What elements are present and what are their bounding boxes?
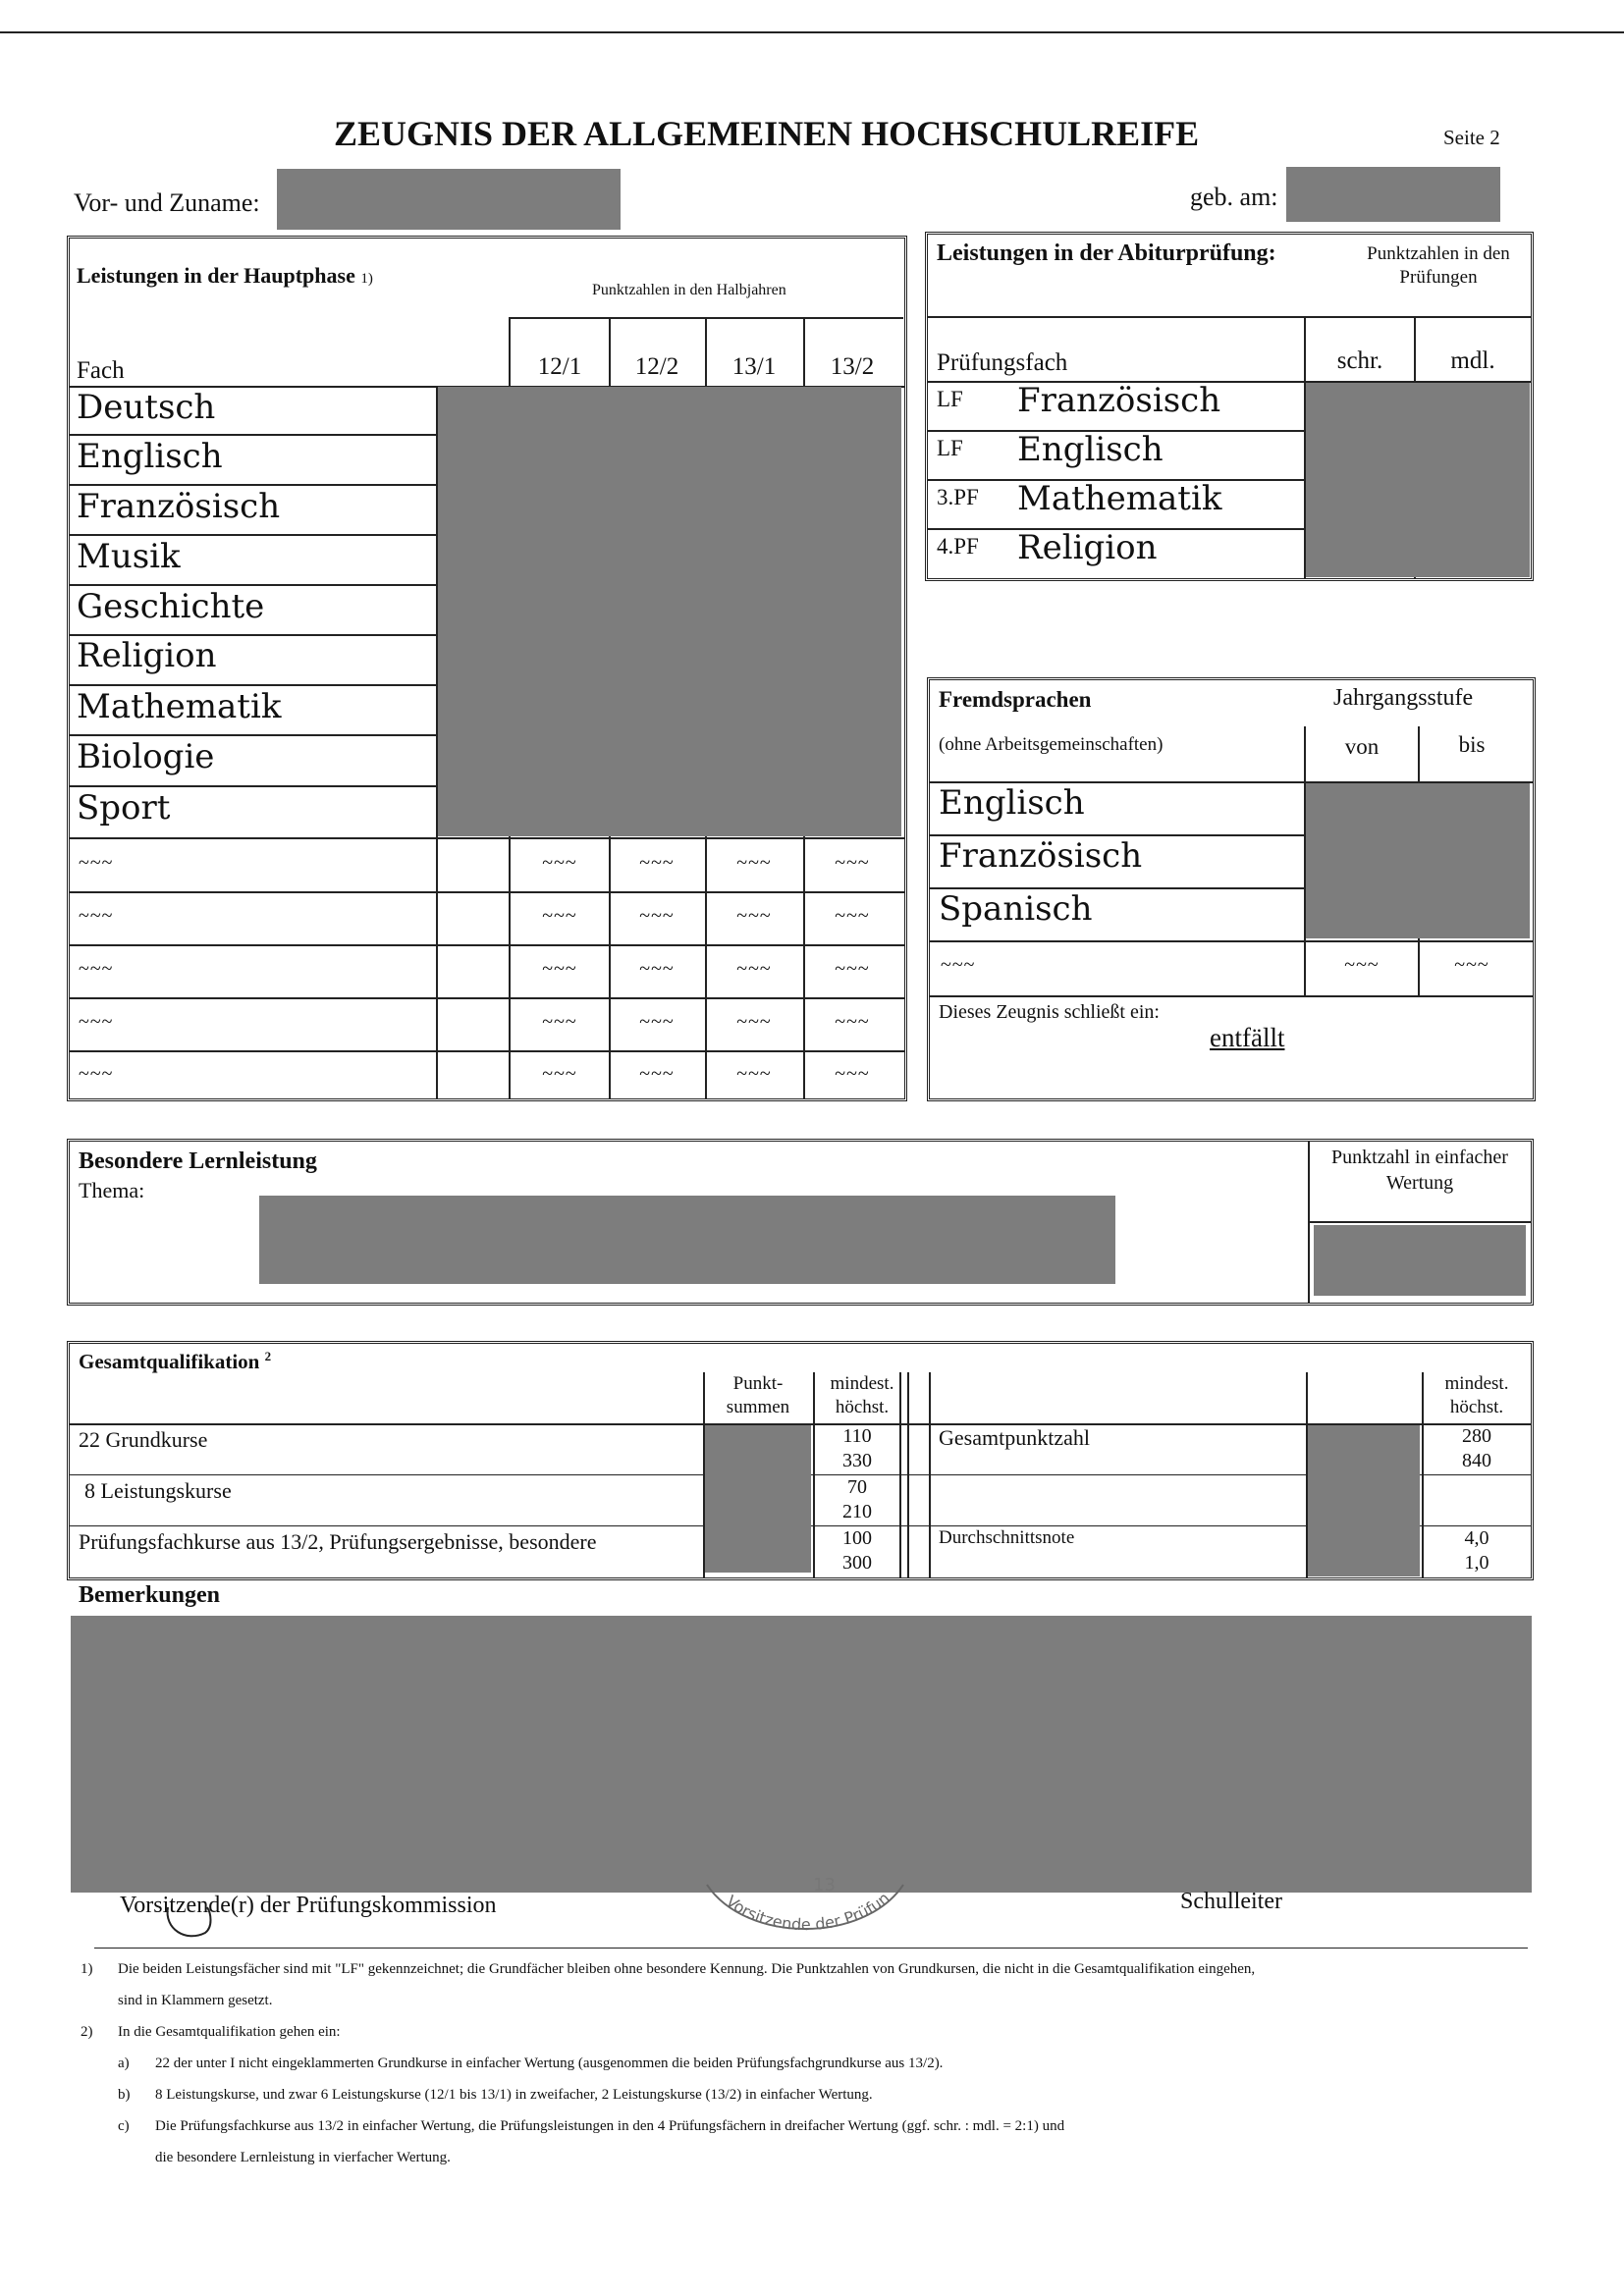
abitur-subject: Religion <box>1017 528 1158 567</box>
zeugnis-note-label: Dieses Zeugnis schließt ein: <box>939 1001 1160 1023</box>
hauptphase-points-caption: Punktzahlen in den Halbjahren <box>592 282 786 298</box>
fremdsprachen-bis: bis <box>1458 732 1486 757</box>
placeholder: ~~~ <box>79 905 114 927</box>
row-line <box>69 534 442 536</box>
lernleistung-divider-h <box>1308 1221 1532 1223</box>
abitur-title: Leistungen in der Abiturprüfung: <box>937 240 1276 266</box>
placeholder: ~~~ <box>542 1063 577 1085</box>
gesamt-min: 110 <box>842 1425 872 1447</box>
footnote-text: 22 der unter I nicht eingeklammerten Grundkurse in einfacher Wertung (ausgenommen die beiden Prüfungsfachgrundkurse aus 13/2). <box>155 2056 944 2071</box>
row-line <box>69 944 905 946</box>
semester-head: 12/2 <box>634 353 679 380</box>
birth-redacted <box>1286 167 1500 222</box>
lernleistung-points-redacted <box>1314 1225 1526 1296</box>
abitur-mdl-label: mdl. <box>1450 347 1495 374</box>
gesamt-title-text: Gesamtqualifikation <box>79 1350 260 1373</box>
abitur-points-redacted <box>1306 383 1530 577</box>
fremdsprachen-jahrgang: Jahrgangsstufe <box>1333 685 1474 711</box>
placeholder: ~~~ <box>736 1063 772 1085</box>
abitur-header-line <box>927 316 1532 318</box>
footnote-text: 8 Leistungskurse, und zwar 6 Leistungskurse (12/1 bis 13/1) in zweifacher, 2 Leistungskurse (13/2) in einfacher Wertung. <box>155 2087 873 2103</box>
zeugnis-note-value: entfällt <box>1210 1023 1285 1052</box>
placeholder: ~~~ <box>542 852 577 874</box>
placeholder: ~~~ <box>639 958 675 980</box>
abitur-points-caption: Punktzahlen in den Prüfungen <box>1367 243 1510 288</box>
footnote-text: sind in Klammern gesetzt. <box>118 1993 273 2008</box>
subject-name: Geschichte <box>77 587 265 626</box>
placeholder: ~~~ <box>639 852 675 874</box>
fremdsprachen-von: von <box>1344 734 1380 759</box>
name-label: Vor- und Zuname: <box>74 188 260 217</box>
gesamtpunktzahl-redacted <box>1308 1425 1420 1576</box>
row-line <box>69 785 442 787</box>
hauptphase-title-note: 1) <box>360 271 373 287</box>
gesamt-title <box>79 1349 271 1374</box>
row-line <box>69 484 442 486</box>
gesamt-right-min: 280 <box>1462 1425 1491 1447</box>
placeholder: ~~~ <box>835 905 870 927</box>
row-line <box>69 997 905 999</box>
row-line <box>69 734 442 736</box>
footnote-sublabel: c) <box>118 2118 130 2134</box>
gesamt-right-min: 4,0 <box>1464 1527 1489 1549</box>
abitur-kind: LF <box>937 436 963 460</box>
abitur-fach-label: Prüfungsfach <box>937 349 1068 376</box>
subject-name: Deutsch <box>77 388 216 427</box>
row-line <box>69 434 442 436</box>
placeholder: ~~~ <box>79 852 114 874</box>
gesamt-right-max: 1,0 <box>1464 1552 1489 1574</box>
lernleistung-points-label: Punktzahl in einfacher Wertung <box>1331 1147 1508 1194</box>
birth-label: geb. am: <box>1190 183 1278 211</box>
placeholder: ~~~ <box>736 905 772 927</box>
fremdsprachen-title: Fremdsprachen <box>939 687 1092 712</box>
semester-head: 13/2 <box>830 353 875 380</box>
abitur-subject: Französisch <box>1017 381 1221 420</box>
subject-name: Musik <box>77 537 181 576</box>
page-title: ZEUGNIS DER ALLGEMEINEN HOCHSCHULREIFE <box>334 114 1200 153</box>
gesamt-min: 100 <box>842 1527 872 1549</box>
gesamt-row-label: 8 Leistungskurse <box>84 1478 232 1503</box>
footnote-label: 2) <box>81 2024 93 2040</box>
bemerkungen-title: Bemerkungen <box>79 1582 220 1608</box>
placeholder: ~~~ <box>639 905 675 927</box>
lernleistung-thema: Thema: <box>79 1178 145 1202</box>
school-stamp <box>687 1865 923 1934</box>
footnote-text: Die Prüfungsfachkurse aus 13/2 in einfacher Wertung, die Prüfungsleistungen in den 4 Prüfungsfächern in dreifacher Wertung (ggf. schr. : mdl. = 2:1) und <box>155 2118 1065 2134</box>
page-number: Seite 2 <box>1443 126 1500 149</box>
gesamt-divider <box>899 1372 901 1578</box>
grades-redacted <box>438 387 901 836</box>
placeholder: ~~~ <box>542 958 577 980</box>
gesamt-right-label: Gesamtpunktzahl <box>939 1425 1090 1450</box>
placeholder: ~~~ <box>542 1011 577 1033</box>
lernleistung-title: Besondere Lernleistung <box>79 1148 317 1174</box>
gesamt-mind-label-right: mindest. höchst. <box>1444 1373 1509 1417</box>
semester-head: 12/1 <box>537 353 582 380</box>
gesamt-row-label: 22 Grundkurse <box>79 1427 208 1452</box>
row-line <box>69 1050 905 1052</box>
hauptphase-fach-label: Fach <box>77 357 125 384</box>
subject-name: Französisch <box>77 487 281 526</box>
gesamt-max: 330 <box>842 1450 872 1471</box>
row-line <box>69 584 442 586</box>
gesamt-divider <box>929 1372 931 1578</box>
footnote-text: die besondere Lernleistung in vierfacher Wertung. <box>155 2150 451 2165</box>
stamp-number: 13 <box>813 1875 836 1896</box>
gesamt-mind-label: mindest. höchst. <box>830 1373 894 1417</box>
abitur-subject: Mathematik <box>1017 479 1222 518</box>
gesamt-title-note: 2 <box>264 1349 272 1363</box>
gesamt-divider <box>907 1372 909 1578</box>
language-name: Französisch <box>939 836 1143 876</box>
placeholder: ~~~ <box>835 1011 870 1033</box>
gesamt-right-max: 840 <box>1462 1450 1491 1471</box>
footnote-label: 1) <box>81 1961 93 1977</box>
subject-name: Englisch <box>77 437 223 476</box>
row-line <box>69 684 442 686</box>
subject-name: Sport <box>77 788 171 828</box>
stamp-text: Vorsitzende der Prüfun <box>722 1888 893 1934</box>
footnote-text: Die beiden Leistungsfächer sind mit "LF" gekennzeichnet; die Grundfächer bleiben ohne besondere Kennung. Die Punktzahlen von Grundkursen, die nicht in die Gesamtqualifikation eingehen, <box>118 1961 1256 1977</box>
subject-name: Mathematik <box>77 687 282 726</box>
language-years-redacted <box>1306 783 1530 938</box>
placeholder: ~~~ <box>639 1011 675 1033</box>
language-name: Spanisch <box>939 889 1093 929</box>
abitur-kind: 3.PF <box>937 485 979 509</box>
name-redacted <box>277 169 621 230</box>
placeholder: ~~~ <box>835 958 870 980</box>
fremdsprachen-row-line <box>929 995 1534 997</box>
fremdsprachen-row-line <box>929 940 1534 942</box>
footnote-sublabel: b) <box>118 2087 131 2103</box>
gesamt-max: 210 <box>842 1501 872 1522</box>
placeholder: ~~~ <box>542 905 577 927</box>
abitur-kind: 4.PF <box>937 534 979 559</box>
bemerkungen-redacted <box>71 1616 1532 1893</box>
placeholder: ~~~ <box>1454 954 1489 976</box>
placeholder: ~~~ <box>835 852 870 874</box>
subject-name: Biologie <box>77 737 215 776</box>
top-rule <box>0 31 1624 33</box>
placeholder: ~~~ <box>79 958 114 980</box>
placeholder: ~~~ <box>835 1063 870 1085</box>
subject-name: Religion <box>77 636 217 675</box>
fremdsprachen-subtitle: (ohne Arbeitsgemeinschaften) <box>939 734 1164 755</box>
language-name: Englisch <box>939 783 1085 823</box>
abitur-kind: LF <box>937 387 963 411</box>
thema-redacted <box>259 1196 1115 1284</box>
signature-head: Schulleiter <box>1180 1889 1282 1914</box>
placeholder: ~~~ <box>79 1011 114 1033</box>
gesamt-row-label: Prüfungsfachkurse aus 13/2, Prüfungsergebnisse, besondere <box>79 1529 597 1554</box>
placeholder: ~~~ <box>639 1063 675 1085</box>
hauptphase-title-text: Leistungen in der Hauptphase <box>77 263 355 288</box>
placeholder: ~~~ <box>1344 954 1380 976</box>
svg-text:Vorsitzende der Prüfun <box>723 1889 893 1934</box>
abitur-subject: Englisch <box>1017 430 1164 469</box>
placeholder: ~~~ <box>941 954 976 976</box>
signature-chair: Vorsitzende(r) der Prüfungskommission <box>120 1893 497 1918</box>
semester-head: 13/1 <box>731 353 777 380</box>
hauptphase-title <box>77 263 373 289</box>
placeholder: ~~~ <box>736 1011 772 1033</box>
abitur-schr-label: schr. <box>1336 347 1383 374</box>
gesamt-min: 70 <box>847 1476 867 1498</box>
footnote-rule <box>94 1948 1528 1949</box>
gesamt-max: 300 <box>842 1552 872 1574</box>
row-line <box>69 891 905 893</box>
placeholder: ~~~ <box>79 1063 114 1085</box>
gesamt-punkt-label: Punkt-summen <box>726 1373 790 1417</box>
punktsummen-redacted <box>705 1425 811 1573</box>
gesamt-right-label: Durchschnittsnote <box>939 1527 1075 1548</box>
footnote-text: In die Gesamtqualifikation gehen ein: <box>118 2024 341 2040</box>
footnote-sublabel: a) <box>118 2056 130 2071</box>
signature-mark <box>162 1899 221 1949</box>
placeholder: ~~~ <box>736 852 772 874</box>
placeholder: ~~~ <box>736 958 772 980</box>
row-line <box>69 837 905 839</box>
